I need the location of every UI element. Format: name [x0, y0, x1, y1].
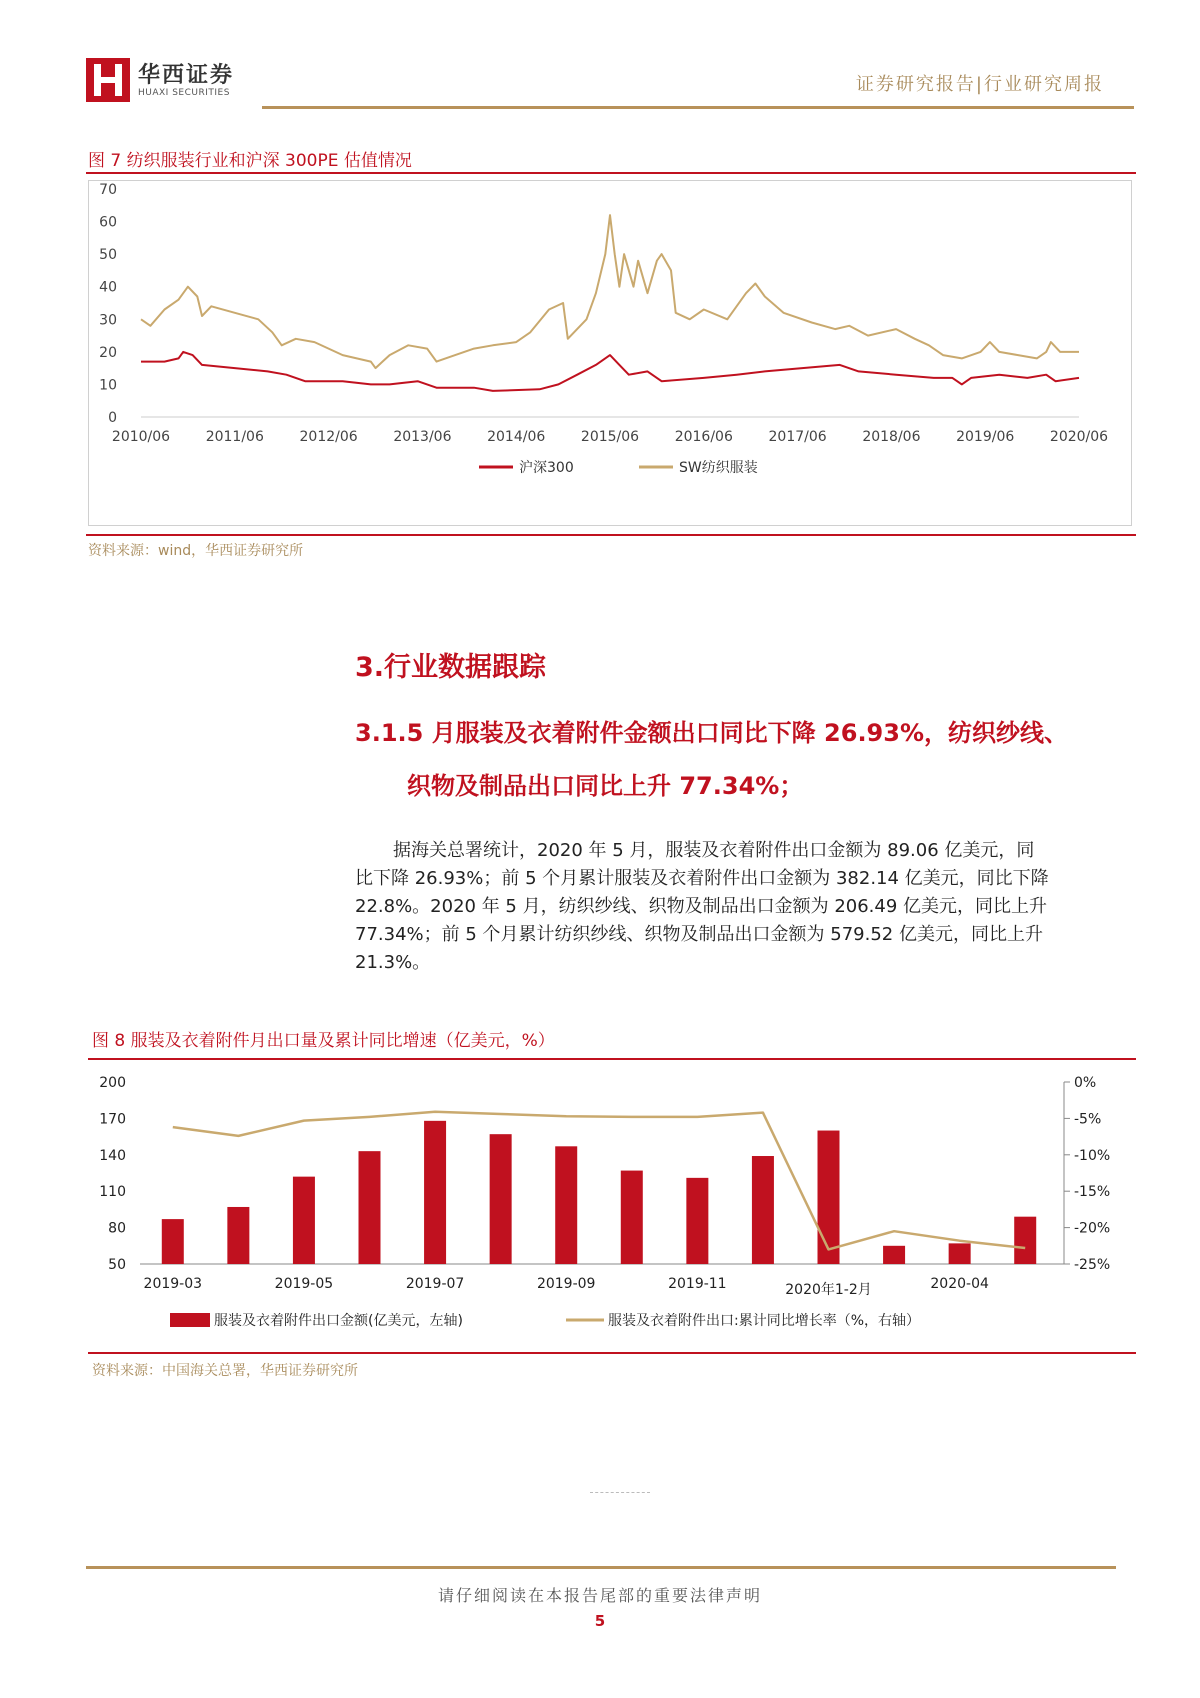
legend-label: SW纺织服装: [679, 460, 758, 476]
paragraph-line: 比下降 26.93%；前 5 个月累计服装及衣着附件出口金额为 382.14 亿美元，同比下降: [355, 868, 1049, 889]
x-tick-label: 2014/06: [487, 429, 546, 445]
figure7-bottom-rule: [86, 534, 1136, 536]
y-tick-label: 20: [99, 344, 117, 361]
report-type: 证券研究报告|行业研究周报: [855, 74, 1104, 95]
legend-label: 服装及衣着附件出口:累计同比增长率（%，右轴）: [608, 1313, 921, 1329]
right-y-tick-label: -20%: [1074, 1220, 1111, 1237]
y-tick-label: 30: [99, 312, 117, 329]
export-bar: [949, 1243, 971, 1264]
subsection-title-line1: 3.1.5 月服装及衣着附件金额出口同比下降 26.93%，纺织纱线、: [355, 719, 1069, 747]
export-bar: [293, 1177, 315, 1264]
x-tick-label: 2010/06: [111, 429, 171, 445]
figure8-source: 资料来源：中国海关总署，华西证券研究所: [92, 1363, 358, 1379]
left-y-tick-label: 200: [99, 1075, 126, 1091]
series-line-hs300: [141, 352, 1079, 391]
figure7-source: 资料来源：wind，华西证券研究所: [88, 543, 304, 559]
x-tick-label: 2020-04: [930, 1276, 989, 1292]
right-y-tick-label: -5%: [1074, 1111, 1102, 1128]
left-y-tick-label: 140: [99, 1147, 126, 1164]
export-bar: [818, 1131, 840, 1264]
right-y-tick-label: -10%: [1074, 1147, 1111, 1164]
x-tick-label: 2015/06: [580, 429, 640, 445]
export-bar: [359, 1151, 381, 1264]
apparel-export-chart: [88, 1068, 1136, 1348]
x-tick-label: 2019-07: [405, 1276, 465, 1292]
footer-divider: [86, 1566, 1116, 1569]
export-bar: [1014, 1217, 1036, 1264]
figure8-bottom-rule: [88, 1352, 1136, 1354]
y-tick-label: 10: [99, 377, 117, 394]
paragraph-line: 据海关总署统计，2020 年 5 月，服装及衣着附件出口金额为 89.06 亿美元，同: [393, 840, 1035, 861]
export-bar: [162, 1219, 184, 1264]
paragraph-line: 21.3%。: [355, 952, 431, 973]
figure7-title: 图 7 纺织服装行业和沪深 300PE 估值情况: [88, 151, 412, 171]
figure8-title: 图 8 服装及衣着附件月出口量及累计同比增速（亿美元，%）: [92, 1031, 555, 1051]
y-tick-label: 40: [99, 279, 117, 296]
subsection-title-line2: 织物及制品出口同比上升 77.34%；: [407, 772, 804, 800]
x-tick-label: 2018/06: [862, 429, 921, 445]
x-tick-label: 2020年1-2月: [785, 1282, 872, 1298]
y-tick-label: 70: [99, 182, 117, 198]
paragraph-line: 77.34%；前 5 个月累计纺织纱线、织物及制品出口金额为 579.52 亿美元，同比上升: [355, 924, 1043, 945]
x-tick-label: 2019/06: [956, 429, 1015, 445]
x-tick-label: 2019-03: [143, 1276, 203, 1292]
y-tick-label: 60: [99, 214, 117, 231]
figure8-top-rule: [88, 1058, 1136, 1060]
left-y-tick-label: 110: [99, 1184, 126, 1201]
header-divider: [262, 106, 1134, 109]
export-bar: [227, 1207, 249, 1264]
export-bar: [752, 1156, 774, 1264]
huaxi-logo-icon: [86, 58, 130, 102]
left-y-tick-label: 50: [108, 1257, 126, 1273]
legend-label: 沪深300: [519, 460, 574, 476]
brand-name-en: HUAXI SECURITIES: [138, 88, 230, 98]
left-y-tick-label: 80: [108, 1220, 126, 1237]
export-bar: [424, 1121, 446, 1264]
pe-valuation-chart: [89, 181, 1131, 525]
right-y-tick-label: 0%: [1074, 1075, 1097, 1091]
export-bar: [686, 1178, 708, 1264]
series-line-sw-textile: [141, 215, 1079, 368]
section-title: 3.行业数据跟踪: [355, 652, 547, 683]
export-bar: [490, 1134, 512, 1264]
figure7-frame: [88, 180, 1132, 526]
x-tick-label: 2019-09: [536, 1276, 596, 1292]
export-bar: [555, 1146, 577, 1264]
x-tick-label: 2013/06: [393, 429, 452, 445]
right-y-tick-label: -25%: [1074, 1257, 1111, 1273]
export-bar: [621, 1171, 643, 1264]
x-tick-label: 2019-05: [274, 1276, 334, 1292]
x-tick-label: 2016/06: [674, 429, 733, 445]
page-number: 5: [594, 1612, 606, 1630]
x-tick-label: 2019-11: [668, 1276, 727, 1292]
legal-disclaimer: 请仔细阅读在本报告尾部的重要法律声明: [437, 1586, 762, 1605]
y-tick-label: 50: [99, 247, 117, 264]
figure7-top-rule: [86, 172, 1136, 174]
y-tick-label: 0: [108, 410, 117, 426]
right-y-tick-label: -15%: [1074, 1184, 1111, 1201]
left-y-tick-label: 170: [99, 1111, 126, 1128]
legend-label: 服装及衣着附件出口金额(亿美元，左轴): [214, 1313, 463, 1329]
export-bar: [883, 1246, 905, 1264]
x-tick-label: 2011/06: [205, 429, 264, 445]
x-tick-label: 2012/06: [299, 429, 358, 445]
x-tick-label: 2017/06: [768, 429, 827, 445]
x-tick-label: 2020/06: [1049, 429, 1109, 445]
brand-name-cn: 华西证券: [138, 63, 235, 88]
page-break-mark: [590, 1492, 650, 1493]
paragraph-line: 22.8%。2020 年 5 月，纺织纱线、织物及制品出口金额为 206.49 亿美元，同比上升: [355, 896, 1048, 917]
legend-swatch-bar: [170, 1313, 210, 1327]
